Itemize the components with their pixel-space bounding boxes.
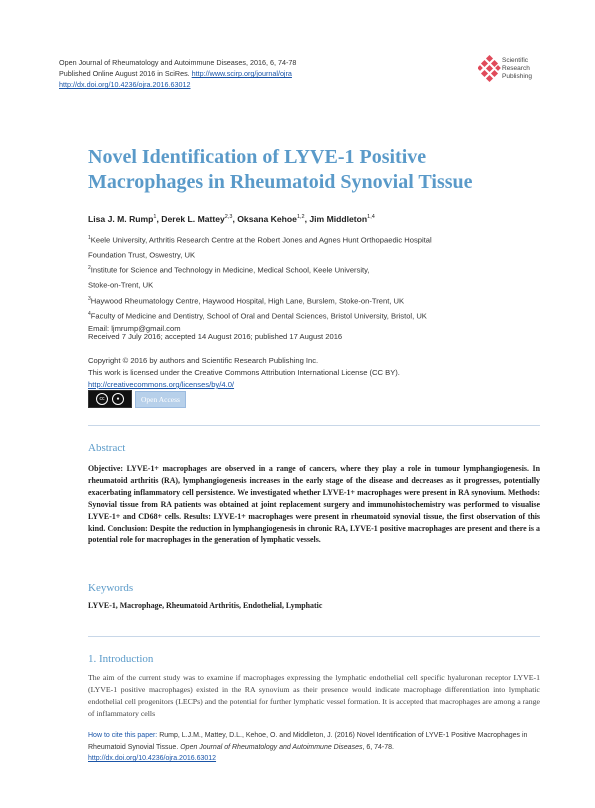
publication-info: Published Online August 2016 in SciRes. http://www.scirp.org/journal/ojra: [59, 69, 292, 78]
affiliation: $^1$Keele University, Arthritis Research Centre at the Robert Jones and Agnes Hunt Orthopaedic Hospital: [88, 235, 432, 245]
how-to-cite: How to cite this paper: Rump, L.J.M., Mattey, D.L., Kehoe, O. and Middleton, J. (2016) Novel Identification of LYVE-1 Positive Macrophages in Rheumatoid Synovial Tissue. Open Journal of Rheumatology and Autoimmune Diseases, 6, 74-78. http://dx.doi.org/10.4236/ojra.2016.63012: [88, 732, 528, 763]
by-icon: ●: [112, 393, 124, 405]
scirp-logo: [478, 55, 538, 85]
cc-icon: cc: [96, 393, 108, 405]
journal-link[interactable]: http://www.scirp.org/journal/ojra: [191, 69, 292, 78]
cite-label: How to cite this paper:: [88, 732, 158, 739]
divider: [88, 425, 540, 426]
author: Derek L. Mattey: [161, 214, 225, 224]
logo-text: Scientific Research Publishing: [502, 57, 532, 80]
received-dates: Received 7 July 2016; accepted 14 August 2016; published 17 August 2016: [88, 332, 343, 341]
author: Jim Middleton: [309, 214, 368, 224]
keywords-text: LYVE-1, Macrophage, Rheumatoid Arthritis, Endothelial, Lymphatic: [88, 601, 323, 610]
copyright-block: Copyright © 2016 by authors and Scientific Research Publishing Inc. This work is licensed under the Creative Commons Attribution International License (CC BY). http://creativecommons.org/licenses/by/4.0/: [88, 356, 400, 389]
journal-header: [59, 57, 439, 90]
divider: [88, 636, 540, 637]
scirp-logo-icon: [478, 55, 502, 83]
author: Lisa J. M. Rump: [88, 214, 154, 224]
affiliation: $^3$Haywood Rheumatology Centre, Haywood Hospital, High Lane, Burslem, Stoke-on-Trent, UK: [88, 295, 405, 306]
affiliation: $^4$Faculty of Medicine and Dentistry, School of Oral and Dental Sciences, Bristol University, Bristol, UK: [88, 310, 427, 321]
author-list: Lisa J. M. Rump$^1$, Derek L. Mattey$^{2,3}$, Oksana Kehoe$^{1,2}$, Jim Middleton$^{1,4}$: [88, 214, 375, 224]
cc-by-badge[interactable]: [88, 390, 132, 408]
abstract-heading: Abstract: [88, 442, 126, 454]
email: Email: ljmrump@gmail.com: [88, 323, 181, 333]
keywords-heading: Keywords: [88, 582, 134, 594]
license-link[interactable]: http://creativecommons.org/licenses/by/4.0/: [88, 380, 235, 389]
license-badges: [88, 390, 186, 408]
affiliations: [88, 232, 528, 335]
introduction-heading: 1. Introduction: [88, 653, 154, 665]
doi-link[interactable]: http://dx.doi.org/10.4236/ojra.2016.63012: [59, 80, 191, 89]
journal-citation: Open Journal of Rheumatology and Autoimmune Diseases, 2016, 6, 74-78: [59, 58, 297, 67]
cite-doi-link[interactable]: http://dx.doi.org/10.4236/ojra.2016.63012: [88, 755, 217, 763]
paper-title: Novel Identification of LYVE-1 Positive Macrophages in Rheumatoid Synovial Tissue: [88, 146, 473, 193]
introduction-text: The aim of the current study was to examine if macrophages expressing the lymphatic endothelial cell specific hyaluronan receptor LYVE-1 (LYVE-1 positive macrophages) existed in the RA synovium as their presence would indicate macrophage differentiation into lymphatic endothelial cell progenitors (LECPs) and the potential for further lymphatic vessel formation. It is accepted that macrophages are among a range of inflammatory cells: [88, 673, 540, 718]
affiliation: Stoke-on-Trent, UK: [88, 280, 154, 290]
affiliation: Foundation Trust, Oswestry, UK: [88, 250, 196, 260]
affiliation: $^2$Institute for Science and Technology in Medicine, Medical School, Keele University,: [88, 265, 370, 275]
open-access-badge: Open Access: [135, 391, 186, 408]
abstract-text: Objective: LYVE-1+ macrophages are observed in a range of cancers, where they play a role in tumour lymphangiogenesis. In rheumatoid arthritis (RA), lymphangiogenesis increases in the early stage of the disease and decreases as it progresses, potentially exacerbating inflammatory cell persistence. We investigated whether LYVE-1+ macrophages were present in RA synovium. Methods: Synovial tissue from RA patients was obtained at joint replacement surgery and immunohistochemistry was performed to visualise LYVE-1+ and CD68+ cells. Results: LYVE-1+ macrophages were present in rheumatoid synovial tissue, the first observation of this kind. Conclusion: Despite the reduction in lymphangiogenesis in chronic RA, LYVE-1 positive macrophages are present and there is a potential role for macrophages in the generation of lymphatic vessels.: [88, 464, 540, 545]
author: Oksana Kehoe: [237, 214, 297, 224]
